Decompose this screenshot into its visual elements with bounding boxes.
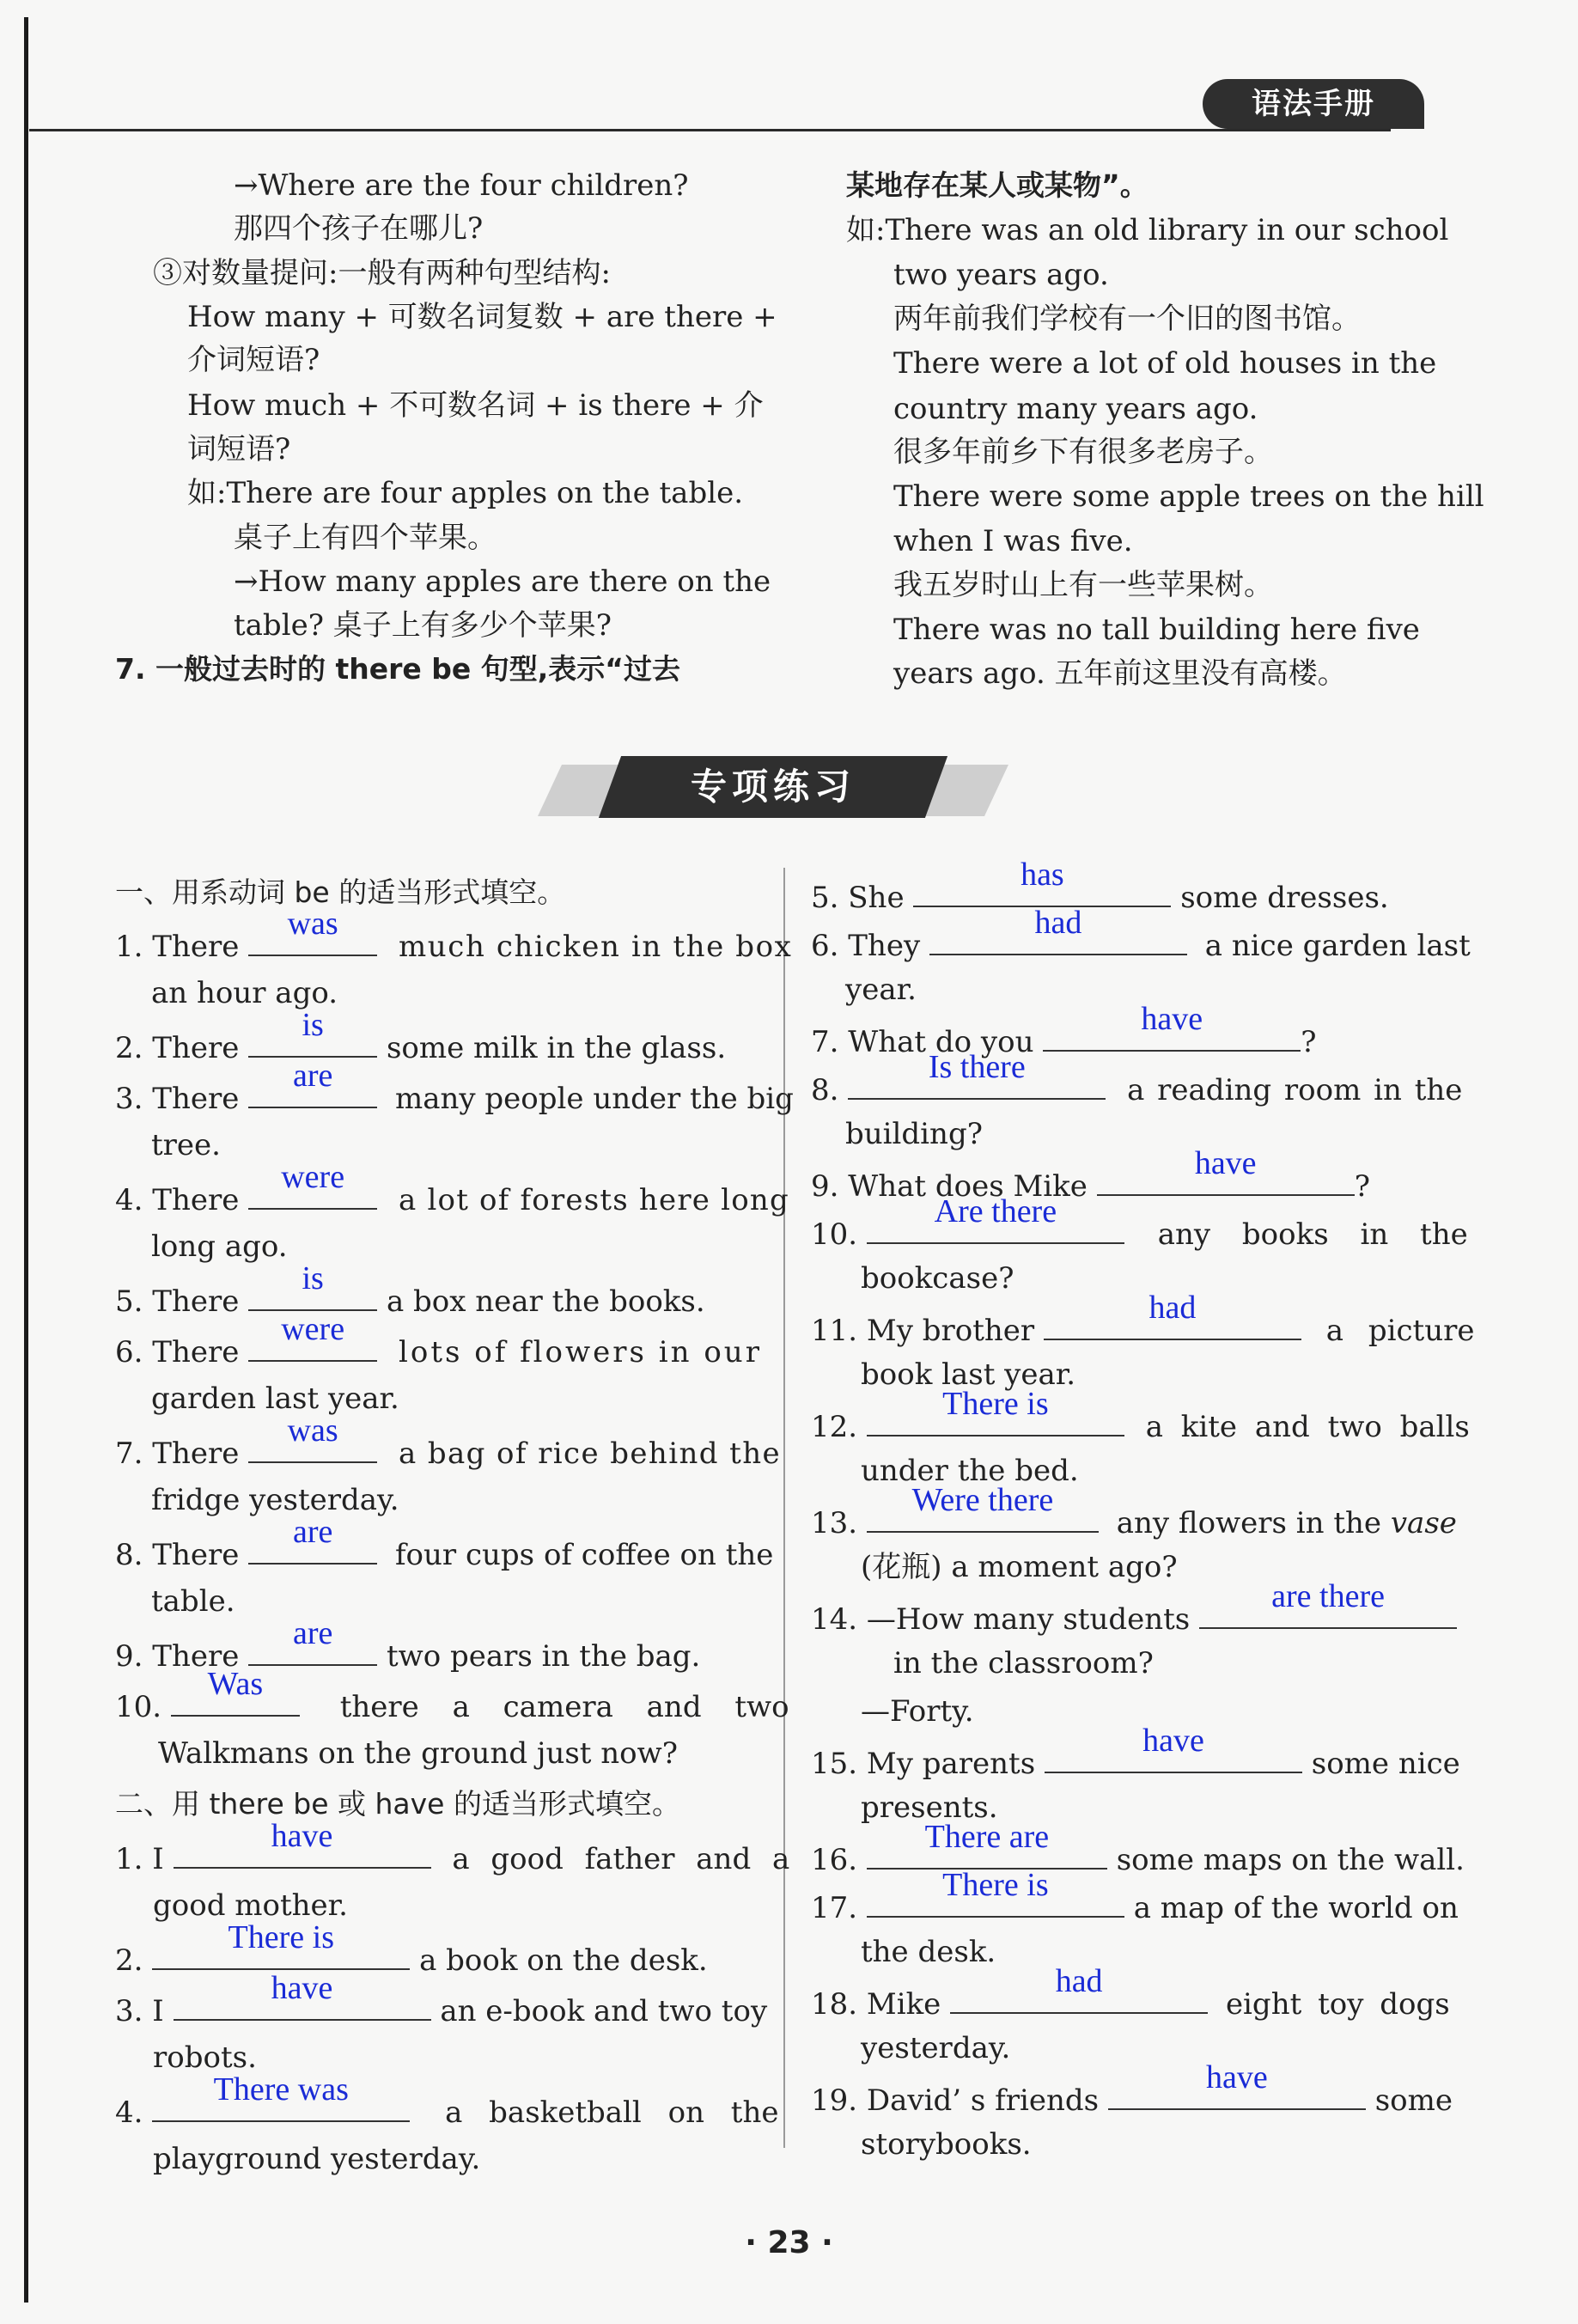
q-text-cont: playground yesterday. bbox=[153, 2142, 481, 2176]
question-5 bbox=[115, 1260, 705, 1324]
answer-blank[interactable] bbox=[1199, 1578, 1457, 1629]
answer-text: There is bbox=[228, 1919, 334, 1955]
q-text: any flowers in the bbox=[1116, 1506, 1382, 1540]
q-num: 17. bbox=[811, 1891, 858, 1925]
answer-text: were bbox=[281, 1311, 345, 1347]
q-text: some dresses. bbox=[1180, 881, 1389, 915]
question-4 bbox=[115, 1159, 789, 1223]
answer-blank[interactable] bbox=[867, 1482, 1099, 1533]
q-text: a picture bbox=[1325, 1314, 1475, 1348]
q-num: 3. bbox=[115, 1994, 143, 2028]
grammar-line: There was no tall building here five bbox=[893, 613, 1420, 647]
q-num: 1. bbox=[115, 1842, 143, 1876]
q-text: a good father and a bbox=[452, 1842, 790, 1876]
q-text: any books in the bbox=[1157, 1217, 1468, 1252]
q-text: She bbox=[848, 881, 905, 915]
answer-blank[interactable] bbox=[950, 1963, 1208, 2014]
q-text-cont: the desk. bbox=[861, 1935, 996, 1969]
q-num: 13. bbox=[811, 1506, 858, 1540]
grammar-line: years ago. 五年前这里没有高楼。 bbox=[893, 656, 1347, 691]
answer-blank[interactable] bbox=[248, 1514, 377, 1565]
q-text: some milk in the glass. bbox=[386, 1031, 727, 1065]
question-1 bbox=[115, 906, 793, 969]
answer-blank[interactable] bbox=[867, 1193, 1124, 1244]
q-text: a basketball on the bbox=[445, 2095, 779, 2130]
grammar-line: 词短语? bbox=[187, 432, 291, 467]
q-text: lots of flowers in our bbox=[398, 1335, 762, 1369]
page-number: · 23 · bbox=[745, 2225, 833, 2260]
answer-text: was bbox=[287, 906, 338, 942]
answer-blank[interactable] bbox=[152, 2071, 410, 2122]
q-num: 10. bbox=[115, 1690, 162, 1724]
q-num: 14. bbox=[811, 1602, 858, 1637]
answer-text: are bbox=[292, 1615, 333, 1651]
answer-text: is bbox=[302, 1260, 324, 1296]
q-text: there a camera and two bbox=[339, 1690, 789, 1724]
grammar-line: table? 桌子上有多少个苹果? bbox=[234, 608, 612, 643]
q-text: My parents bbox=[866, 1747, 1036, 1781]
q-text-italic: vase bbox=[1390, 1506, 1457, 1540]
q-text-cont: —Forty. bbox=[861, 1694, 974, 1729]
grammar-line: There were a lot of old houses in the bbox=[893, 346, 1437, 381]
grammar-point-7: 7. 一般过去时的 there be 句型,表示“过去 bbox=[115, 652, 680, 686]
q-text: I bbox=[152, 1842, 164, 1876]
answer-text: Is there bbox=[928, 1049, 1026, 1085]
answer-text: There was bbox=[213, 2071, 349, 2107]
question-10 bbox=[115, 1666, 789, 1729]
answer-blank[interactable] bbox=[248, 1159, 377, 1210]
answer-blank[interactable] bbox=[1097, 1145, 1355, 1196]
q-num: 6. bbox=[811, 929, 839, 963]
q-text-cont: tree. bbox=[151, 1128, 221, 1162]
q-num: 11. bbox=[811, 1314, 858, 1348]
grammar-line: 很多年前乡下有很多老房子。 bbox=[893, 435, 1273, 469]
q-text: a reading room in the bbox=[1127, 1073, 1463, 1107]
q-text: some maps on the wall. bbox=[1116, 1843, 1465, 1877]
q-num: 9. bbox=[811, 1169, 839, 1204]
answer-blank[interactable] bbox=[1108, 2059, 1366, 2110]
q-num: 3. bbox=[115, 1082, 143, 1116]
q-text: There bbox=[152, 1436, 240, 1471]
q-text-cont: an hour ago. bbox=[151, 976, 338, 1010]
answer-blank[interactable] bbox=[1045, 1723, 1302, 1773]
q-text: many people under the big bbox=[394, 1082, 794, 1116]
answer-text: Was bbox=[207, 1666, 264, 1702]
q-num: 4. bbox=[115, 2095, 143, 2130]
grammar-line: There were some apple trees on the hill bbox=[893, 479, 1484, 514]
answer-blank[interactable] bbox=[848, 1049, 1106, 1100]
q-num: 1. bbox=[115, 930, 143, 964]
q-text-cont: year. bbox=[845, 973, 917, 1007]
grammar-line: 某地存在某人或某物”。 bbox=[846, 168, 1148, 202]
q-num: 12. bbox=[811, 1410, 858, 1444]
q-num: 7. bbox=[811, 1025, 839, 1059]
answer-text: is bbox=[302, 1007, 324, 1043]
q-text-cont: presents. bbox=[861, 1790, 998, 1825]
q-text: There bbox=[152, 1183, 240, 1217]
question-2 bbox=[115, 1007, 727, 1071]
grammar-line: two years ago. bbox=[893, 258, 1109, 292]
q-text: There bbox=[152, 930, 240, 964]
q-text: What does Mike bbox=[848, 1169, 1088, 1204]
q-num: 18. bbox=[811, 1987, 858, 2022]
q-text: There bbox=[152, 1639, 240, 1674]
answer-blank[interactable] bbox=[929, 905, 1187, 955]
answer-blank[interactable] bbox=[152, 1919, 410, 1970]
q-text-cont: yesterday. bbox=[861, 2031, 1011, 2065]
question-r17 bbox=[811, 1867, 1459, 1931]
q-text: an e-book and two toy bbox=[440, 1994, 768, 2028]
header-rule bbox=[29, 129, 1391, 131]
q-num: 16. bbox=[811, 1843, 858, 1877]
q-text: a bag of rice behind the bbox=[398, 1436, 782, 1471]
q-text: a map of the world on bbox=[1133, 1891, 1459, 1925]
answer-text: Were there bbox=[911, 1482, 1054, 1518]
q-text-cont: book last year. bbox=[861, 1357, 1076, 1392]
answer-text: had bbox=[1055, 1963, 1103, 1999]
grammar-line: How many + 可数名词复数 + are there + bbox=[187, 300, 777, 334]
q-text: —How many students bbox=[866, 1602, 1191, 1637]
q-text-cont: storybooks. bbox=[861, 2127, 1032, 2162]
q-text-cont: table. bbox=[151, 1584, 235, 1619]
answer-text: have bbox=[1142, 1723, 1204, 1759]
page-edge-bar bbox=[24, 17, 28, 2303]
question-r14 bbox=[811, 1578, 1457, 1642]
q-num: 2. bbox=[115, 1943, 143, 1978]
answer-text: has bbox=[1021, 857, 1064, 893]
grammar-line: 介词短语? bbox=[187, 343, 320, 377]
q-num: 2. bbox=[115, 1031, 143, 1065]
answer-text: are there bbox=[1271, 1578, 1385, 1614]
question-3 bbox=[115, 1058, 794, 1121]
q-text: There bbox=[152, 1031, 240, 1065]
q-text: What do you bbox=[848, 1025, 1034, 1059]
answer-blank[interactable] bbox=[174, 1970, 431, 2021]
answer-text: Are there bbox=[934, 1193, 1057, 1229]
question-r12 bbox=[811, 1386, 1470, 1449]
question-r11 bbox=[811, 1290, 1475, 1353]
q-text: eight toy dogs bbox=[1225, 1987, 1450, 2022]
q-text-cont: fridge yesterday. bbox=[151, 1483, 399, 1517]
column-divider bbox=[783, 868, 785, 2148]
q-text: My brother bbox=[866, 1314, 1035, 1348]
grammar-line: ③对数量提问:一般有两种句型结构: bbox=[153, 256, 611, 290]
grammar-line: when I was five. bbox=[893, 524, 1133, 558]
answer-blank[interactable] bbox=[248, 906, 377, 956]
answer-text: have bbox=[1194, 1145, 1257, 1181]
question-7 bbox=[115, 1412, 782, 1476]
question-r8 bbox=[811, 1049, 1463, 1113]
answer-blank[interactable] bbox=[248, 1058, 377, 1108]
answer-blank[interactable] bbox=[867, 1867, 1124, 1918]
answer-blank[interactable] bbox=[248, 1007, 377, 1058]
grammar-line: country many years ago. bbox=[893, 392, 1258, 426]
q-text-cont: building? bbox=[845, 1117, 983, 1151]
q-text: There bbox=[152, 1335, 240, 1369]
q-num: 9. bbox=[115, 1639, 143, 1674]
grammar-line: →How many apples are there on the bbox=[234, 564, 771, 599]
q-text: There bbox=[152, 1538, 240, 1572]
question-8 bbox=[115, 1514, 774, 1577]
q-num: 6. bbox=[115, 1335, 143, 1369]
q-text: a box near the books. bbox=[386, 1284, 705, 1319]
q-text: David’ s friends bbox=[866, 2083, 1100, 2118]
q-text-cont: good mother. bbox=[153, 1888, 348, 1923]
grammar-line: 两年前我们学校有一个旧的图书馆。 bbox=[893, 302, 1361, 336]
q-text: ? bbox=[1301, 1025, 1317, 1059]
q-text-cont: garden last year. bbox=[151, 1382, 399, 1416]
answer-blank[interactable] bbox=[248, 1615, 377, 1666]
answer-text: There is bbox=[942, 1386, 1049, 1422]
q-text-cont: long ago. bbox=[151, 1229, 288, 1264]
q-text: They bbox=[848, 929, 921, 963]
q-text: There bbox=[152, 1284, 240, 1319]
answer-text: had bbox=[1034, 905, 1082, 941]
q-num: 15. bbox=[811, 1747, 858, 1781]
grammar-line: How much + 不可数名词 + is there + 介 bbox=[187, 388, 764, 423]
q-text: four cups of coffee on the bbox=[394, 1538, 774, 1572]
answer-blank[interactable] bbox=[171, 1666, 300, 1717]
answer-text: have bbox=[271, 1818, 333, 1854]
q-text: two pears in the bag. bbox=[386, 1639, 701, 1674]
question-p2-4 bbox=[115, 2071, 779, 2135]
answer-text: have bbox=[271, 1970, 333, 2006]
answer-blank[interactable] bbox=[248, 1412, 377, 1463]
q-text-cont: (花瓶) a moment ago? bbox=[861, 1550, 1178, 1584]
grammar-line: 如:There are four apples on the table. bbox=[187, 476, 744, 510]
grammar-line: 我五岁时山上有一些苹果树。 bbox=[893, 568, 1273, 602]
grammar-line: 桌子上有四个苹果。 bbox=[234, 521, 497, 555]
grammar-line: 如:There was an old library in our school bbox=[846, 213, 1449, 247]
q-num: 5. bbox=[811, 881, 839, 915]
header-tab: 语法手册 bbox=[1203, 79, 1424, 129]
answer-blank[interactable] bbox=[1044, 1290, 1301, 1340]
q-text: some nice bbox=[1311, 1747, 1460, 1781]
q-num: 8. bbox=[115, 1538, 143, 1572]
question-p2-1 bbox=[115, 1818, 790, 1882]
question-r18 bbox=[811, 1963, 1450, 2027]
answer-blank[interactable] bbox=[867, 1386, 1124, 1436]
question-r13 bbox=[811, 1482, 1457, 1546]
answer-text: have bbox=[1206, 2059, 1268, 2095]
q-text: There bbox=[152, 1082, 240, 1116]
answer-text: were bbox=[281, 1159, 345, 1195]
answer-text: have bbox=[1141, 1001, 1203, 1037]
question-r15 bbox=[811, 1723, 1460, 1786]
question-r6 bbox=[811, 905, 1471, 968]
answer-text: There is bbox=[942, 1867, 1049, 1903]
answer-text: There are bbox=[924, 1819, 1050, 1855]
answer-text: are bbox=[292, 1514, 333, 1550]
section-title: 专项练习 bbox=[690, 766, 856, 808]
q-text: much chicken in the box bbox=[398, 930, 793, 964]
grammar-line: →Where are the four children? bbox=[234, 168, 689, 203]
q-num: 8. bbox=[811, 1073, 839, 1107]
q-text: ? bbox=[1354, 1169, 1370, 1204]
answer-blank[interactable] bbox=[174, 1818, 431, 1869]
part2-heading: 二、用 there be 或 have 的适当形式填空。 bbox=[115, 1787, 680, 1821]
question-r19 bbox=[811, 2059, 1453, 2123]
answer-blank[interactable] bbox=[248, 1311, 377, 1362]
q-num: 10. bbox=[811, 1217, 858, 1252]
answer-blank[interactable] bbox=[248, 1260, 377, 1311]
q-text-cont: in the classroom? bbox=[893, 1646, 1154, 1680]
q-text: I bbox=[152, 1994, 164, 2028]
answer-text: are bbox=[292, 1058, 333, 1094]
q-text: a book on the desk. bbox=[419, 1943, 708, 1978]
q-text: a lot of forests here long bbox=[398, 1183, 789, 1217]
q-text: a kite and two balls bbox=[1145, 1410, 1470, 1444]
q-num: 19. bbox=[811, 2083, 858, 2118]
q-text-cont: bookcase? bbox=[861, 1261, 1014, 1296]
q-text-cont: under the bed. bbox=[861, 1454, 1079, 1488]
q-text-cont: Walkmans on the ground just now? bbox=[158, 1736, 678, 1771]
grammar-line: 那四个孩子在哪儿? bbox=[234, 211, 484, 246]
q-num: 4. bbox=[115, 1183, 143, 1217]
question-p2-3 bbox=[115, 1970, 768, 2034]
question-r10 bbox=[811, 1193, 1468, 1257]
q-text-cont: robots. bbox=[153, 2040, 257, 2075]
section-banner bbox=[550, 756, 996, 825]
q-num: 7. bbox=[115, 1436, 143, 1471]
q-text: some bbox=[1374, 2083, 1453, 2118]
answer-text: had bbox=[1148, 1290, 1197, 1326]
question-6 bbox=[115, 1311, 762, 1375]
part1-heading: 一、用系动词 be 的适当形式填空。 bbox=[115, 875, 566, 909]
q-text: Mike bbox=[866, 1987, 941, 2022]
q-text: a nice garden last bbox=[1204, 929, 1471, 963]
q-num: 5. bbox=[115, 1284, 143, 1319]
answer-text: was bbox=[287, 1412, 338, 1449]
